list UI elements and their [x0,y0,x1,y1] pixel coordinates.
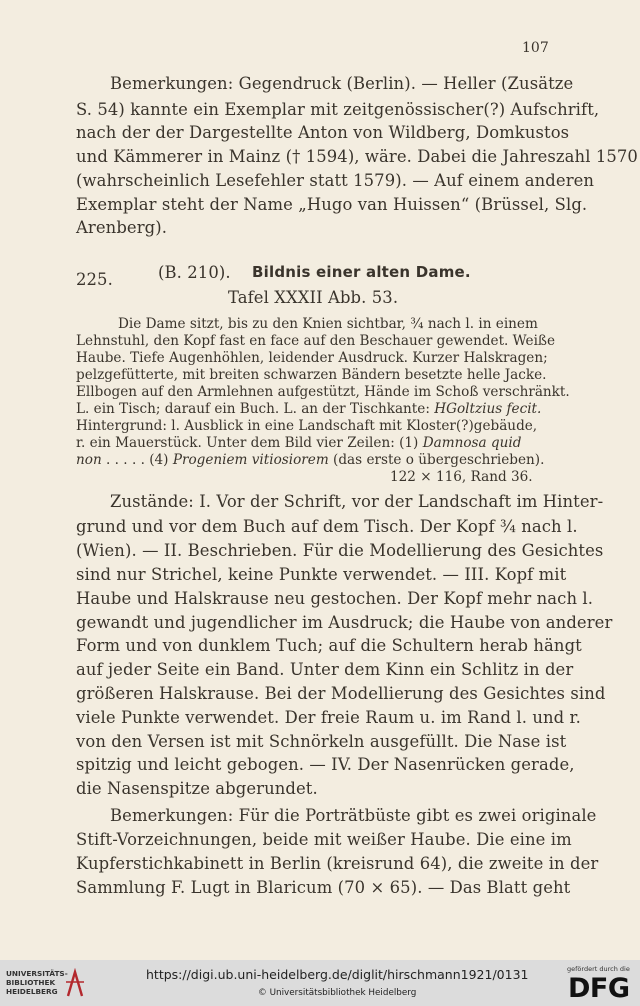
entry-number: 225. [76,270,113,289]
remarks2-line-3: Kupferstichkabinett in Berlin (kreisrund 64), die zweite in der [76,854,599,873]
ub-logo-icon [64,968,86,998]
remarks2-line-4: Sammlung F. Lugt in Blaricum (70 × 65). — Das Blatt geht [76,878,571,897]
desc-line-6 [76,401,541,417]
desc-line-2: Lehnstuhl, den Kopf fast en face auf den Beschauer gewendet. Weiße [76,333,556,349]
dimensions: 122 × 116, Rand 36. [390,469,533,485]
remarks-line-1: Bemerkungen: Gegendruck (Berlin). — Heller (Zusätze [110,74,574,93]
states-line-7: Form und von dunklem Tuch; auf die Schultern herab hängt [76,636,582,655]
verse-quote-2: non [76,452,102,468]
page-number: 107 [522,40,549,56]
states-line-1: Zustände: I. Vor der Schrift, vor der Landschaft im Hinter- [110,492,604,511]
states-line-13: die Nasenspitze abgerundet. [76,779,318,798]
copyright-text: © Universitätsbibliothek Heidelberg [258,988,417,998]
desc-line-8-text: r. ein Mauerstück. Unter dem Bild vier Zeilen: (1) [76,435,419,451]
entry-title: Bildnis einer alten Dame. [252,263,471,281]
desc-line-9 [76,452,544,468]
desc-line-8 [76,435,521,451]
remarks-line-5: (wahrscheinlich Lesefehler statt 1579). — Auf einem anderen [76,171,595,190]
remarks-line-4: und Kämmerer in Mainz († 1594), wäre. Dabei die Jahreszahl 1570 [76,147,638,166]
viewer-footer [0,960,640,1006]
remarks-line-7: Arenberg). [76,218,168,237]
remarks-line-6: Exemplar steht der Name „Hugo van Huissen“ (Brüssel, Slg. [76,195,588,214]
ub-logo-line-3: HEIDELBERG [6,987,58,996]
states-line-9: größeren Halskrause. Bei der Modellierung des Gesichtes sind [76,684,606,703]
states-line-2: grund und vor dem Buch auf dem Tisch. Der Kopf ¾ nach l. [76,517,578,536]
remarks2-line-2: Stift-Vorzeichnungen, beide mit weißer Haube. Die eine im [76,830,572,849]
entry-ref: (B. 210). [158,263,231,282]
verse-note: (das erste o übergeschrieben). [328,452,545,468]
desc-line-1: Die Dame sitzt, bis zu den Knien sichtbar, ¾ nach l. in einem [118,316,538,332]
verse-ellipsis: . . . . . (4) [101,452,173,468]
desc-line-4: pelzgefütterte, mit breiten schwarzen Bändern besetzte helle Jacke. [76,367,547,383]
ub-logo-line-1: UNIVERSITÄTS- [6,969,68,978]
desc-line-6-text: L. ein Tisch; darauf ein Buch. L. an der Tischkante: [76,401,430,417]
states-line-10: viele Punkte verwendet. Der freie Raum u. im Rand l. und r. [76,708,581,727]
states-line-5: Haube und Halskrause neu gestochen. Der Kopf mehr nach l. [76,589,594,608]
remarks-line-3: nach der der Dargestellte Anton von Wildberg, Domkustos [76,123,570,142]
verse-quote-1: Damnosa quid [422,435,522,451]
states-line-6: gewandt und jugendlicher im Ausdruck; die Haube von anderer [76,613,613,632]
desc-line-3: Haube. Tiefe Augenhöhlen, leidender Ausdruck. Kurzer Halskragen; [76,350,548,366]
ub-logo-line-2: BIBLIOTHEK [6,978,56,987]
states-line-3: (Wien). — II. Beschrieben. Für die Modellierung des Gesichtes [76,541,604,560]
permalink-url[interactable]: https://digi.ub.uni-heidelberg.de/diglit/hirschmann1921/0131 [146,967,529,982]
remarks2-line-1: Bemerkungen: Für die Porträtbüste gibt es zwei originale [110,806,597,825]
desc-line-5: Ellbogen auf den Armlehnen aufgestützt, Hände im Schoß verschränkt. [76,384,570,400]
desc-line-7: Hintergrund: l. Ausblick in eine Landschaft mit Kloster(?)gebäude, [76,418,538,434]
states-line-11: von den Versen ist mit Schnörkeln ausgefüllt. Die Nase ist [76,732,567,751]
remarks-line-2: S. 54) kannte ein Exemplar mit zeitgenössischer(?) Aufschrift, [76,100,600,119]
states-line-8: auf jeder Seite ein Band. Unter dem Kinn ein Schlitz in der [76,660,574,679]
dfg-logo: DFG [568,973,630,1004]
states-line-12: spitzig und leicht gebogen. — IV. Der Nasenrücken gerade, [76,755,575,774]
states-line-4: sind nur Strichel, keine Punkte verwendet. — III. Kopf mit [76,565,567,584]
signature-inscription: HGoltzius fecit. [434,401,542,417]
entry-plate: Tafel XXXII Abb. 53. [228,288,399,307]
verse-quote-3: Progeniem vitiosiorem [172,452,329,468]
dfg-funding-note: gefördert durch die [567,965,630,973]
